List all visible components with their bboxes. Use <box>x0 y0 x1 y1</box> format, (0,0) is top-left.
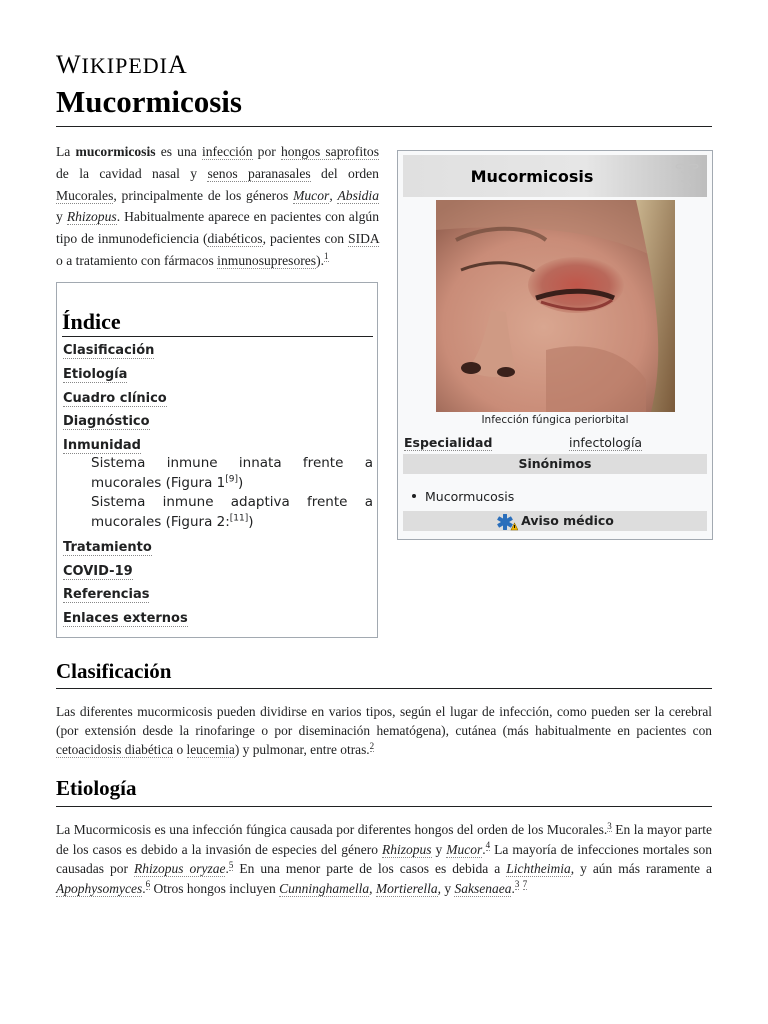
link-mortierella[interactable]: Mortierella <box>375 880 438 896</box>
link-cetoacidosis-diabetica[interactable]: cetoacidosis diabética <box>56 742 174 758</box>
bullet-icon <box>412 494 416 498</box>
toc-rule <box>62 336 373 337</box>
link-mucorales[interactable]: Mucorales <box>56 187 114 203</box>
wordmark-final: A <box>167 50 188 79</box>
section-heading-clasificacion: Clasificación <box>56 659 172 683</box>
intro-paragraph: La mucormicosis es una infección por hongos saprofitos de la cavidad nasal y senos paranasales del orden Mucorales, principalmente de los géneros Mucor, Absidia y Rhizopus. Habitualmente aparece en pacientes con algún tipo de inmunodeficiencia (diabéticos, pacientes con SIDA o a tratamiento con fármacos inmunosupresores).$^1$ <box>56 144 380 268</box>
toc-item-etiologia[interactable]: Etiología <box>63 367 128 382</box>
toc-item-referencias[interactable]: Referencias <box>63 587 150 602</box>
link-sida[interactable]: SIDA <box>348 231 380 247</box>
infobox-image-caption: Infección fúngica periorbital <box>481 414 629 426</box>
link-rhizopus-oryzae[interactable]: Rhizopus oryzae <box>133 861 226 877</box>
ref-link[interactable]: 7 <box>522 879 528 890</box>
ref-link[interactable]: 5 <box>228 859 234 870</box>
etiologia-paragraph: La Mucormicosis es una infección fúngica causada por diferentes hongos del orden de los Mucorales.$^3$ En la mayor parte de los casos es debido a la invasión de especies del género Rhizopus y Mucor.$^4$ La mayoría de infecciones mortales son causadas por Rhizopus oryzae.$^5$ En una menor parte de los casos es debida a Lichtheimia, y aún más raramente a Apophysomyces.$^6$ Otros hongos incluyen Cunninghamella, Mortierella, y Saksenaea.$^3$ $^7$ <box>56 820 713 896</box>
link-hongos-saprofitos[interactable]: hongos saprofitos <box>280 144 379 159</box>
toc-item-inmunidad[interactable]: Inmunidad <box>63 438 141 453</box>
toc-item-diagnostico[interactable]: Diagnóstico <box>63 414 150 429</box>
periorbital-infection-photo <box>436 200 675 412</box>
wordmark-rest: IKIPEDI <box>81 53 168 78</box>
toc-item-enlaces-externos[interactable]: Enlaces externos <box>63 611 188 626</box>
link-mucor[interactable]: Mucor <box>446 841 483 857</box>
toc-item-tratamiento[interactable]: Tratamiento <box>63 540 152 555</box>
link-infeccion[interactable]: infección <box>201 144 253 159</box>
wordmark-initial: W <box>56 50 82 79</box>
ref-link[interactable]: 3 <box>607 820 612 831</box>
link-rhizopus[interactable]: Rhizopus <box>382 841 432 857</box>
table-of-contents <box>56 282 378 638</box>
toc-subitem-adaptiva[interactable]: Sistema inmune adaptiva frente a mucorales (Figura 2:[11]) <box>91 494 373 530</box>
title-rule <box>56 126 712 127</box>
toc-item-clasificacion[interactable]: Clasificación <box>63 343 155 358</box>
specialty-value-link[interactable]: infectología <box>569 435 643 450</box>
synonym-list-item: Mucormucosis <box>410 489 514 504</box>
link-mucor[interactable]: Mucor <box>293 187 330 203</box>
ref-link[interactable]: 3 <box>514 879 520 890</box>
infobox-title: Mucormicosis <box>470 167 594 186</box>
page-title: Mucormicosis <box>56 84 242 119</box>
link-diabeticos[interactable]: diabéticos <box>207 231 263 247</box>
link-lichtheimia[interactable]: Lichtheimia <box>506 861 571 877</box>
link-saksenaea[interactable]: Saksenaea <box>454 880 512 896</box>
ref-link[interactable]: 1 <box>324 251 329 262</box>
caduceus-icon <box>671 159 703 193</box>
section-rule <box>56 688 712 689</box>
medical-notice-link[interactable]: Aviso médico <box>521 513 614 528</box>
medical-notice-bar[interactable] <box>403 511 707 531</box>
link-absidia[interactable]: Absidia <box>337 187 380 203</box>
star-of-life-warning-icon <box>496 513 518 531</box>
toc-item-cuadro-clinico[interactable]: Cuadro clínico <box>63 391 167 406</box>
section-heading-etiologia: Etiología <box>56 776 137 800</box>
toc-item-covid-19[interactable]: COVID-19 <box>63 564 133 579</box>
link-rhizopus[interactable]: Rhizopus <box>66 209 117 225</box>
toc-subitem-innata[interactable]: Sistema inmune innata frente a mucorales (Figura 1[9]) <box>91 455 373 491</box>
link-inmunosupresores[interactable]: inmunosupresores <box>217 252 317 268</box>
link-senos-paranasales[interactable]: senos paranasales <box>207 165 311 181</box>
synonyms-heading: Sinónimos <box>403 454 707 474</box>
link-apophysomyces[interactable]: Apophysomyces <box>56 880 143 896</box>
link-leucemia[interactable]: leucemia <box>186 742 235 758</box>
bold-term: mucormicosis <box>75 144 156 159</box>
link-cunninghamella[interactable]: Cunninghamella <box>279 880 370 896</box>
section-rule <box>56 806 712 807</box>
clasificacion-paragraph: Las diferentes mucormicosis pueden dividirse en varios tipos, según el lugar de infección, como pueden ser la cerebral (por extensión desde la rinofaringe o por diseminación hematógena), cutánea (más habitualmente en pacientes con cetoacidosis diabética o leucemia) y pulmonar, entre otras.$^2$ <box>56 704 712 758</box>
infobox <box>397 150 713 540</box>
ref-link[interactable]: 2 <box>369 740 375 751</box>
ref-link[interactable]: 4 <box>485 840 491 851</box>
wikipedia-wordmark[interactable] <box>56 50 188 80</box>
toc-heading: Índice <box>62 309 121 334</box>
ref-link[interactable]: 6 <box>145 879 151 890</box>
infobox-header <box>403 155 707 197</box>
specialty-label[interactable]: Especialidad <box>404 435 493 450</box>
